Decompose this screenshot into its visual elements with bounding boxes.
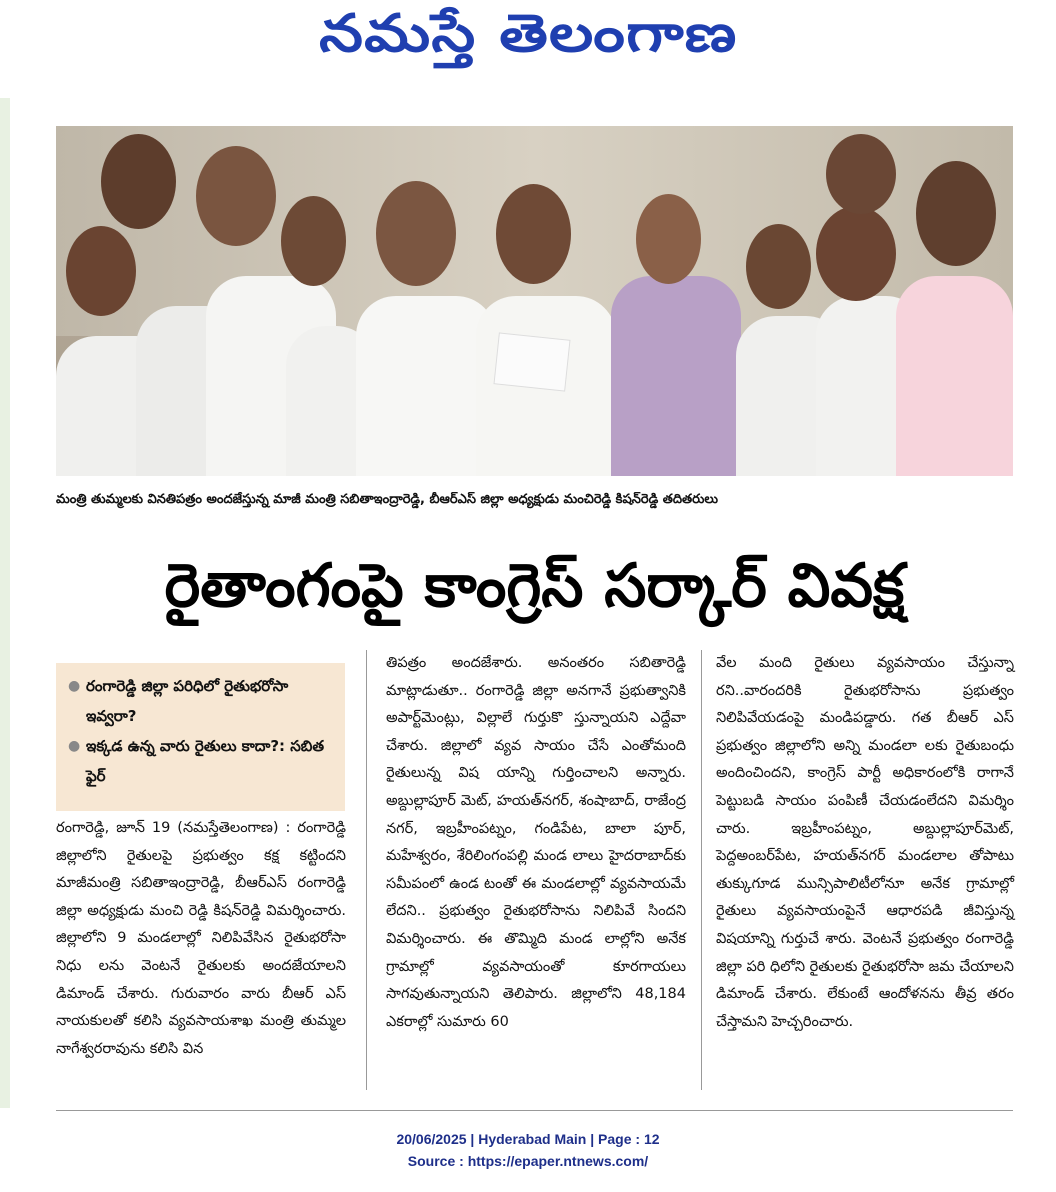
- article-paragraph: వేల మంది రైతులు వ్యవసాయం చేస్తున్నా రని..వారందరికి రైతుభరోసాను ప్రభుత్వం నిలిపివేయడంపై మండిపడ్డారు. గత బీఆర్ ఎస్ ప్రభుత్వం జిల్లాలోని అన్ని మండలా లకు రైతుబంధు అందించిందని, కాంగ్రెస్ పార్టీ అధికారంలోకి రాగానే పెట్టుబడి సాయం పంపిణీ చేయడంలేదని విమర్శిం చారు. ఇబ్రహీంపట్నం, అబ్దుల్లాపూర్‌మెట్, పెద్దఅంబర్‌పేట, హయత్‌నగర్ మండలాల తోపాటు తుక్కుగూడ మున్సిపాలిటీలోనూ అనేక గ్రామాల్లో రైతులు వ్యవసాయంపైనే ఆధారపడి జీవిస్తున్న విషయాన్ని గుర్తుచే శారు. వెంటనే ప్రభుత్వం రంగారెడ్డి జిల్లా పరి ధిలోని రైతులకు రైతుభరోసా జమ చేయాలని డిమాండ్ చేశారు. లేకుంటే ఆందోళనను తీవ్ర తరం చేస్తామని హెచ్చరించారు.: [716, 655, 1014, 1030]
- article-paragraph: తిపత్రం అందజేశారు. అనంతరం సబితారెడ్డి మాట్లాడుతూ.. రంగారెడ్డి జిల్లా అనగానే ప్రభుత్వానికి అపార్ట్‌మెంట్లు, విల్లాలే గుర్తుకొ స్తున్నాయని ఎద్దేవా చేశారు. జిల్లాలో వ్యవ సాయం చేసే ఎంతోమంది రైతులున్న విష యాన్ని గుర్తించాలని అన్నారు. అబ్దుల్లాపూర్ మెట్, హయత్‌నగర్, శంషాబాద్, రాజేంద్ర నగర్, ఇబ్రహీంపట్నం, గండిపేట, బాలా పూర్, మహేశ్వరం, శేరిలింగంపల్లి మండ లాలు హైదరాబాద్‌కు సమీపంలో ఉండ టంతో ఈ మండలాల్లో వ్యవసాయమే లేదని.. ప్రభుత్వం రైతుభరోసాను నిలిపివే సిందని విమర్శించారు. ఈ తొమ్మిది మండ లాల్లోని అనేక గ్రామాల్లో వ్యవసాయంతో కూరగాయలు సాగవుతున్నాయని తెలిపారు. జిల్లాలోని 48,184 ఎకరాల్లో సుమారు 60: [386, 655, 686, 1030]
- column-divider: [701, 650, 702, 1090]
- source-link[interactable]: Source : https://epaper.ntnews.com/: [407, 1153, 649, 1169]
- petition-document: [493, 332, 570, 391]
- photo-person: [56, 126, 1013, 476]
- news-photo: [56, 126, 1013, 476]
- photo-caption: మంత్రి తుమ్మలకు వినతిపత్రం అందజేస్తున్న మాజీ మంత్రి సబితాఇంద్రారెడ్డి, బీఆర్ఎస్ జిల్లా అధ్యక్షుడు మంచిరెడ్డి కిషన్‌రెడ్డి తదితరులు: [56, 492, 719, 507]
- bullet-icon: ●: [68, 738, 81, 754]
- left-margin-bar: [0, 98, 10, 1108]
- newspaper-title: నమస్తే తెలంగాణ: [318, 4, 738, 64]
- highlight-box: [56, 663, 345, 811]
- highlight-text: ఇక్కడ ఉన్న వారు రైతులు కాదా?: సబిత ఫైర్: [86, 737, 325, 785]
- article-column-3: [716, 650, 1014, 1036]
- article-column-2: [386, 650, 686, 1036]
- article-paragraph: రంగారెడ్డి, జూన్ 19 (నమస్తేతెలంగాణ) : రంగారెడ్డి జిల్లాలోని రైతులపై ప్రభుత్వం కక్ష కట్టిందని మాజీమంత్రి సబితాఇంద్రారెడ్డి, బీఆర్ఎస్ రంగారెడ్డి జిల్లా అధ్యక్షుడు మంచి రెడ్డి కిషన్‌రెడ్డి విమర్శించారు. జిల్లాలోని 9 మండలాల్లో నిలిపివేసిన రైతుభరోసా నిధు లను వెంటనే రైతులకు అందజేయాలని డిమాండ్ చేశారు. గురువారం వారు బీఆర్ ఎస్ నాయకులతో కలిసి వ్యవసాయశాఖ మంత్రి తుమ్మల నాగేశ్వరరావును కలిసి విన: [56, 820, 346, 1057]
- masthead: [0, 0, 1056, 80]
- headline: రైతాంగంపై కాంగ్రెస్ సర్కార్ వివక్ష: [164, 551, 905, 621]
- highlight-text: రంగారెడ్డి జిల్లా పరిధిలో రైతుభరోసా ఇవ్వరా?: [86, 677, 289, 725]
- highlight-item: [66, 671, 335, 731]
- column-divider: [366, 650, 367, 1090]
- article-column-1: [56, 815, 346, 1063]
- edition-info: 20/06/2025 | Hyderabad Main | Page : 12: [396, 1131, 660, 1147]
- footer-rule: [56, 1110, 1013, 1111]
- bullet-icon: ●: [68, 678, 81, 694]
- highlight-item: [66, 731, 335, 791]
- footer: [0, 1128, 1056, 1172]
